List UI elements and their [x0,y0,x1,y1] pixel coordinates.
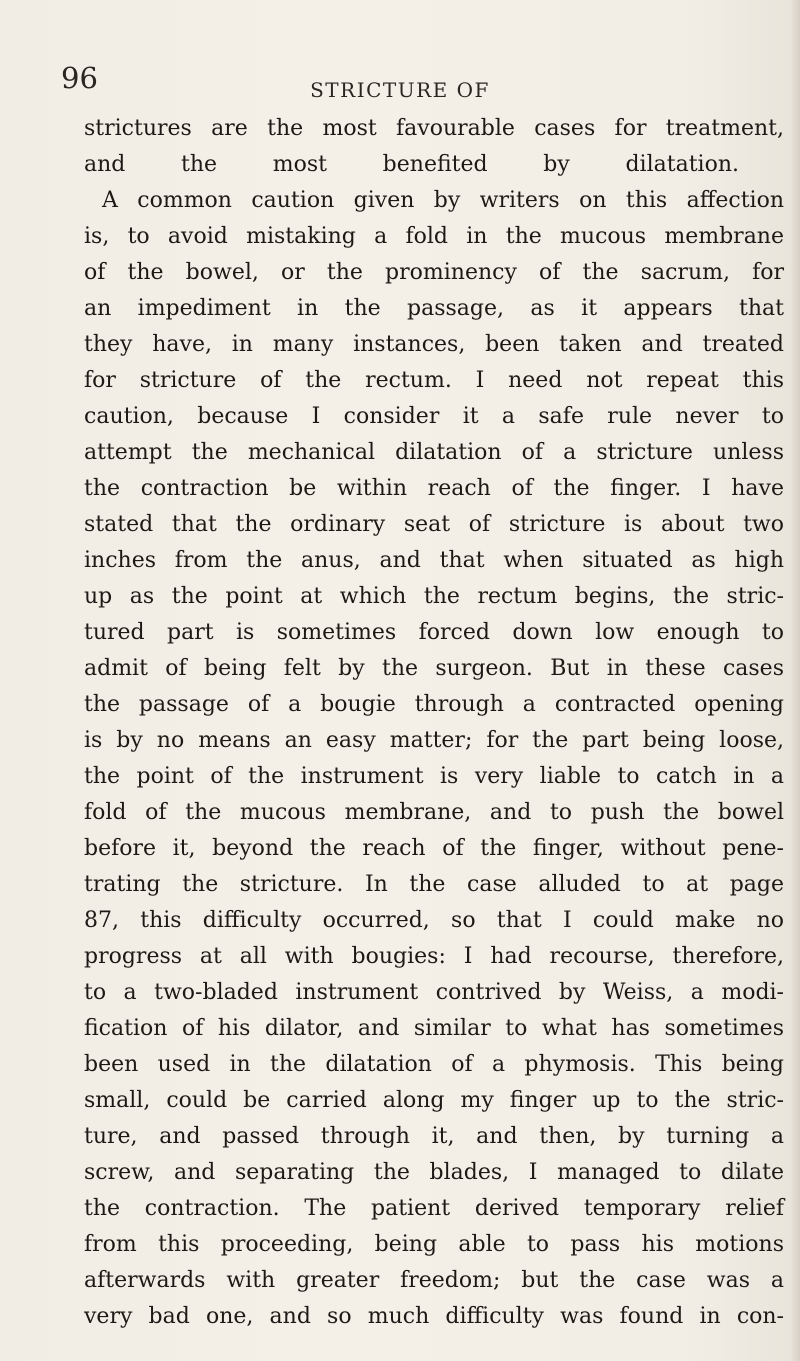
text-line: stated that the ordinary seat of stricture is about two [84,512,784,537]
page-edge-shadow [790,0,800,1361]
text-line: A common caution given by writers on this affection [102,188,784,213]
text-line: for stricture of the rectum. I need not repeat this [84,368,784,393]
text-line: afterwards with greater freedom; but the case was a [84,1268,784,1293]
text-line: from this proceeding, being able to pass his motions [84,1232,784,1257]
text-line: they have, in many instances, been taken and treated [84,332,784,357]
text-line: the contraction. The patient derived temporary relief [84,1196,784,1221]
text-line: 87, this difficulty occurred, so that I could make no [84,908,784,933]
text-line: the contraction be within reach of the finger. I have [84,476,784,501]
text-line: progress at all with bougies: I had recourse, therefore, [84,944,784,969]
running-head: STRICTURE OF [310,78,490,102]
text-line: ture, and passed through it, and then, by turning a [84,1124,784,1149]
text-line: caution, because I consider it a safe rule never to [84,404,784,429]
text-line: inches from the anus, and that when situated as high [84,548,784,573]
text-line: before it, beyond the reach of the finger, without pene- [84,836,784,861]
text-line: strictures are the most favourable cases for treatment, [84,116,784,141]
text-line: and the most benefited by dilatation. [84,152,739,177]
text-line: to a two-bladed instrument contrived by Weiss, a modi- [84,980,784,1005]
text-line: screw, and separating the blades, I managed to dilate [84,1160,784,1185]
text-line: fold of the mucous membrane, and to push the bowel [84,800,784,825]
text-line: is by no means an easy matter; for the part being loose, [84,728,784,753]
text-line: fication of his dilator, and similar to what has sometimes [84,1016,784,1041]
text-line: an impediment in the passage, as it appears that [84,296,784,321]
text-line: tured part is sometimes forced down low enough to [84,620,784,645]
text-line: up as the point at which the rectum begins, the stric- [84,584,784,609]
page-number: 96 [61,61,98,95]
text-line: very bad one, and so much difficulty was found in con- [84,1304,784,1329]
text-line: of the bowel, or the prominency of the sacrum, for [84,260,784,285]
text-line: the passage of a bougie through a contracted opening [84,692,784,717]
text-line: been used in the dilatation of a phymosis. This being [84,1052,784,1077]
text-line: is, to avoid mistaking a fold in the mucous membrane [84,224,784,249]
text-line: trating the stricture. In the case alluded to at page [84,872,784,897]
text-line: the point of the instrument is very liable to catch in a [84,764,784,789]
text-line: attempt the mechanical dilatation of a stricture unless [84,440,784,465]
text-line: small, could be carried along my finger up to the stric- [84,1088,784,1113]
text-line: admit of being felt by the surgeon. But in these cases [84,656,784,681]
